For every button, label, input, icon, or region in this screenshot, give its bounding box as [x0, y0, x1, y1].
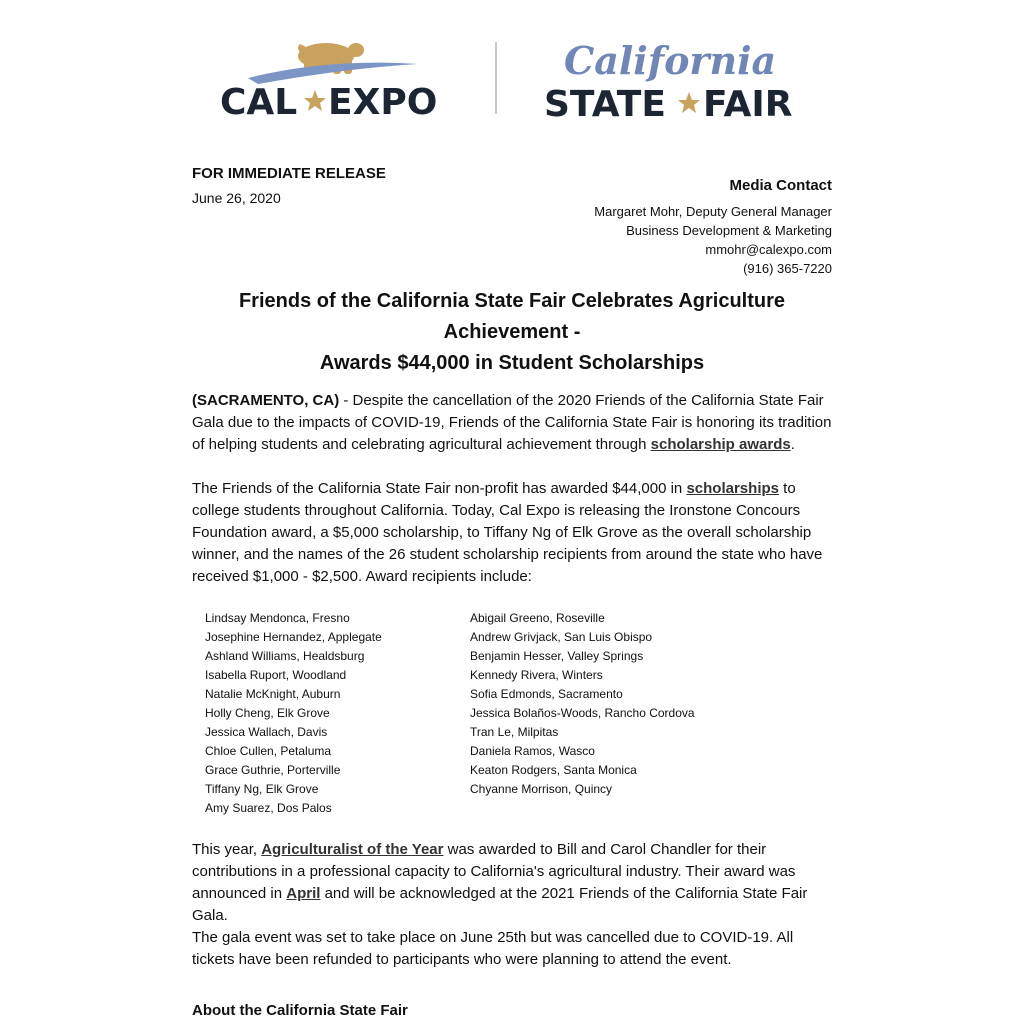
list-item: Ashland Williams, Healdsburg — [205, 649, 365, 663]
list-item: Holly Cheng, Elk Grove — [205, 706, 330, 720]
expo-text: EXPO — [328, 82, 438, 120]
scholarship-text-after: to college students throughout California. Today, Cal Expo is releasing the Ironstone Concours Foundation award, a $5,000 scholarship, to Tiffany Ng of Elk Grove as the overall scholarship winner, and the names of the 26 student scholarship recipients from around the state who have received $1,000 - $2,500. Award recipients include: — [192, 480, 823, 585]
release-title: FOR IMMEDIATE RELEASE — [192, 165, 386, 182]
cal-text: CAL — [220, 82, 298, 120]
list-item: Amy Suarez, Dos Palos — [205, 801, 332, 815]
list-item: Tiffany Ng, Elk Grove — [205, 782, 319, 796]
cal-expo-logo — [218, 30, 450, 120]
star-icon — [678, 92, 700, 113]
headline-line-3: Awards $44,000 in Student Scholarships — [319, 352, 705, 374]
list-item: Benjamin Hesser, Valley Springs — [470, 649, 644, 663]
list-item: Natalie McKnight, Auburn — [205, 687, 341, 701]
agri-text-middle: was awarded to Bill and Carol Chandler for their contributions in a professional capacity to California's agricultural industry. Their award was announced in — [192, 841, 796, 902]
list-item: Tran Le, Milpitas — [470, 725, 559, 739]
list-item: Sofia Edmonds, Sacramento — [470, 687, 623, 701]
california-state-fair-logo — [542, 38, 812, 122]
contact-name: Margaret Mohr, Deputy General Manager — [594, 204, 832, 219]
contact-heading: Media Contact — [729, 177, 832, 194]
state-text: STATE — [544, 84, 666, 122]
list-item: Chloe Cullen, Petaluma — [205, 744, 332, 758]
header-logos — [0, 30, 1024, 130]
headline-line-1: Friends of the California State Fair Celebrates Agriculture — [238, 290, 786, 312]
headline — [192, 286, 832, 379]
list-item: Chyanne Morrison, Quincy — [470, 782, 613, 796]
list-item: Abigail Greeno, Roseville — [470, 611, 605, 625]
intro-paragraph — [192, 390, 832, 456]
agri-text-after: and will be acknowledged at the 2021 Friends of the California State Fair Gala. — [192, 885, 808, 924]
list-item: Josephine Hernandez, Applegate — [205, 630, 382, 644]
media-contact — [594, 176, 832, 278]
intro-end: . — [790, 436, 795, 453]
contact-department: Business Development & Marketing — [626, 223, 832, 238]
scholarship-paragraph — [192, 478, 832, 588]
headline-line-2: Achievement - — [443, 321, 581, 343]
list-item: Keaton Rodgers, Santa Monica — [470, 763, 637, 777]
scholarship-awards-link[interactable]: scholarship awards — [650, 436, 791, 453]
april-link[interactable]: April — [286, 885, 321, 902]
star-icon — [304, 90, 326, 111]
list-item: Jessica Wallach, Davis — [205, 725, 328, 739]
wave-icon — [248, 63, 418, 84]
list-item: Daniela Ramos, Wasco — [470, 744, 595, 758]
contact-email[interactable]: mmohr@calexpo.com — [705, 242, 832, 257]
recipients-list-left — [205, 609, 382, 818]
release-date: June 26, 2020 — [192, 190, 281, 206]
fair-text: FAIR — [703, 84, 793, 122]
about-heading: About the California State Fair — [192, 1002, 408, 1019]
list-item: Andrew Grivjack, San Luis Obispo — [470, 630, 653, 644]
california-script-text: California — [564, 38, 777, 83]
agri-text-before: This year, — [192, 841, 262, 858]
agriculturalist-of-the-year-link[interactable]: Agriculturalist of the Year — [261, 841, 444, 858]
contact-phone: (916) 365-7220 — [743, 261, 832, 276]
list-item: Kennedy Rivera, Winters — [470, 668, 603, 682]
list-item: Lindsay Mendonca, Fresno — [205, 611, 350, 625]
recipients-list-right — [470, 609, 695, 799]
intro-text: - Despite the cancellation of the 2020 Friends of the California State Fair Gala due to the impacts of COVID-19, Friends of the California State Fair is honoring its tradition of helping students and celebrating agricultural achievement through — [192, 392, 832, 453]
scholarships-link[interactable]: scholarships — [686, 480, 779, 497]
release-info — [192, 165, 386, 206]
list-item: Grace Guthrie, Porterville — [205, 763, 341, 777]
gala-paragraph: The gala event was set to take place on June 25th but was cancelled due to COVID-19. All tickets have been refunded to participants who were planning to attend the event. — [192, 929, 794, 968]
list-item: Jessica Bolaños-Woods, Rancho Cordova — [470, 706, 695, 720]
agriculturalist-paragraph — [192, 839, 832, 927]
scholarship-text-before: The Friends of the California State Fair non-profit has awarded $44,000 in — [192, 480, 687, 497]
dateline: (SACRAMENTO, CA) — [192, 392, 340, 409]
logo-divider — [495, 42, 497, 114]
list-item: Isabella Ruport, Woodland — [205, 668, 347, 682]
